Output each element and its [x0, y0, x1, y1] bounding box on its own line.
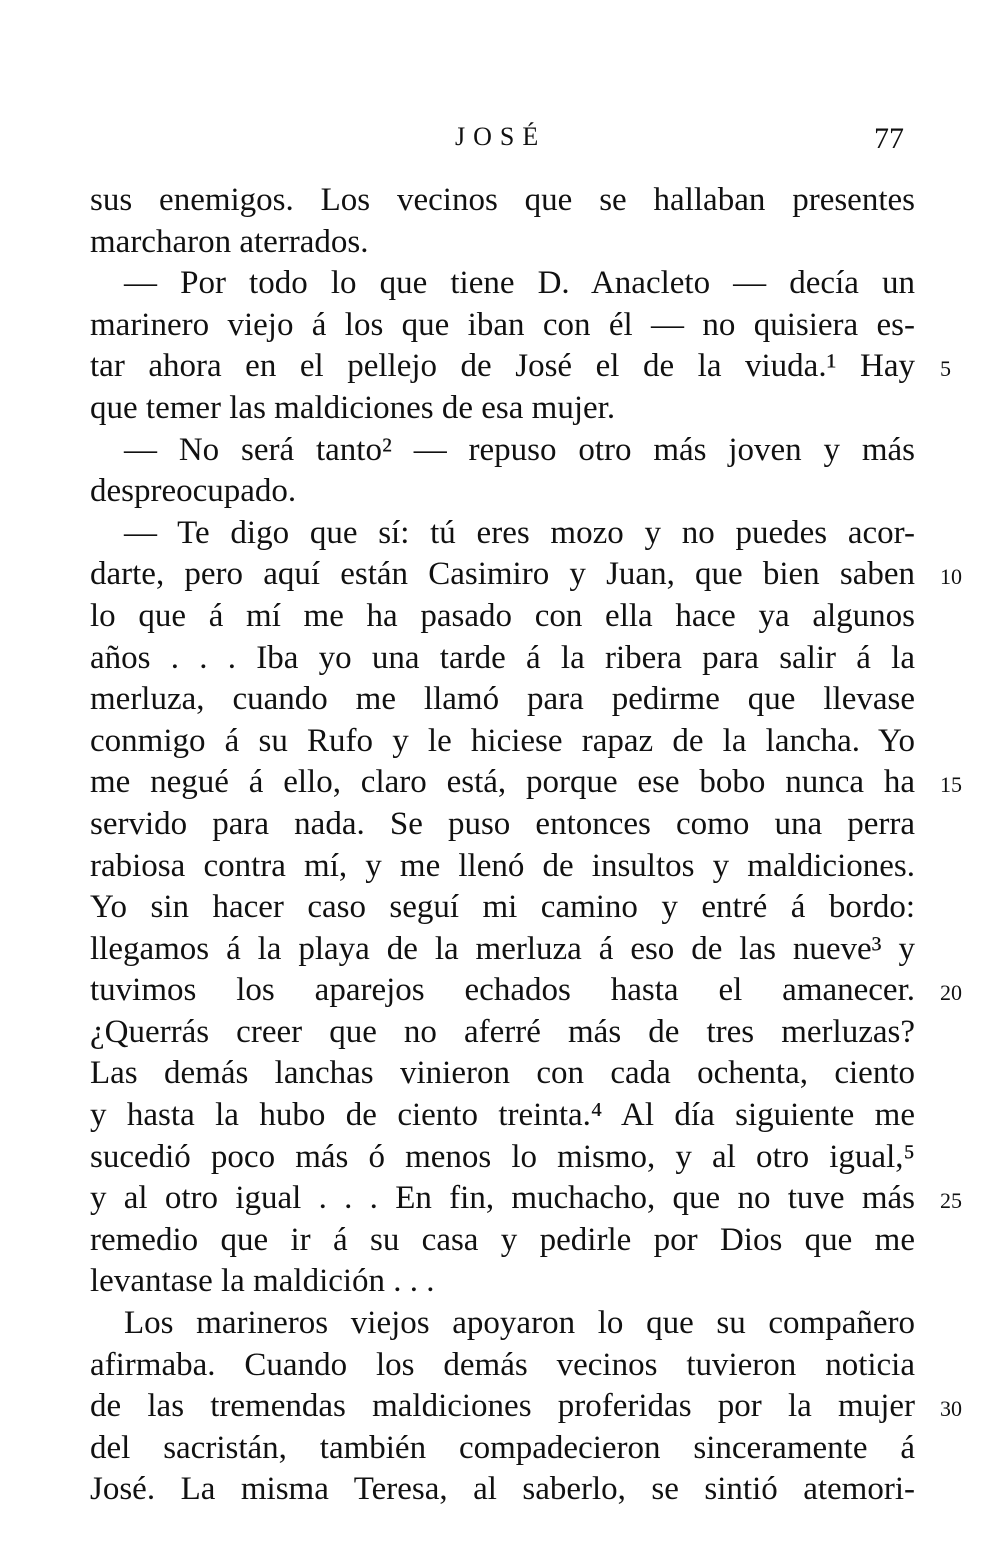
- line-text: levantase la maldición . . .: [90, 1263, 435, 1300]
- text-line: [90, 471, 915, 513]
- text-line: [90, 1303, 915, 1345]
- line-text: merluza, cuando me llamó para pedirme que llevase: [90, 681, 915, 718]
- text-line: [90, 1053, 915, 1095]
- line-text: despreocupado.: [90, 473, 297, 510]
- text-line: [90, 679, 915, 721]
- text-line: [90, 1261, 915, 1303]
- line-text: llegamos á la playa de la merluza á eso de las nueve³ y: [90, 930, 915, 967]
- text-line: [90, 1137, 915, 1179]
- text-line: [90, 762, 962, 804]
- line-number: 30: [940, 1396, 962, 1422]
- line-text: del sacristán, también compadecieron sinceramente á: [90, 1429, 915, 1466]
- line-number: 15: [940, 772, 962, 798]
- line-text: Los marineros viejos apoyaron lo que su compañero: [124, 1305, 915, 1342]
- line-text: sucedió poco más ó menos lo mismo, y al otro igual,⁵: [90, 1138, 915, 1175]
- line-text: — Por todo lo que tiene D. Anacleto — decía un: [124, 265, 915, 302]
- text-line: [90, 430, 915, 472]
- line-text: remedio que ir á su casa y pedirle por Dios que me: [90, 1221, 915, 1258]
- text-line: [90, 263, 915, 305]
- line-text: conmigo á su Rufo y le hiciese rapaz de la lancha. Yo: [90, 722, 915, 759]
- line-text: — Te digo que sí: tú eres mozo y no puedes acor-: [124, 514, 915, 551]
- text-line: [90, 596, 915, 638]
- line-text: afirmaba. Cuando los demás vecinos tuvieron noticia: [90, 1346, 915, 1383]
- running-title: JOSÉ: [455, 122, 547, 151]
- line-number: 10: [940, 564, 962, 590]
- line-text: marcharon aterrados.: [90, 223, 369, 260]
- page-number: 77: [874, 122, 904, 155]
- page-header: [0, 118, 1000, 158]
- line-text: y hasta la hubo de ciento treinta.⁴ Al día siguiente me: [90, 1097, 915, 1134]
- line-text: Las demás lanchas vinieron con cada ochenta, ciento: [90, 1055, 915, 1092]
- line-number: 20: [940, 980, 962, 1006]
- text-line: [90, 721, 915, 763]
- text-line: [90, 346, 951, 388]
- line-text: me negué á ello, claro está, porque ese bobo nunca ha: [90, 764, 915, 801]
- text-line: [90, 222, 915, 264]
- text-line: [90, 1469, 915, 1511]
- text-line: [90, 1220, 915, 1262]
- text-line: [90, 305, 915, 347]
- line-text: ¿Querrás creer que no aferré más de tres merluzas?: [90, 1013, 915, 1050]
- line-text: de las tremendas maldiciones proferidas por la mujer: [90, 1388, 915, 1425]
- text-line: [90, 1345, 915, 1387]
- text-line: [90, 1095, 915, 1137]
- text-line: [90, 804, 915, 846]
- text-line: [90, 554, 962, 596]
- body-text: [90, 180, 962, 1511]
- text-line: [90, 929, 915, 971]
- line-text: rabiosa contra mí, y me llenó de insultos y maldiciones.: [90, 847, 915, 884]
- line-text: años . . . Iba yo una tarde á la ribera para salir á la: [90, 639, 915, 676]
- text-line: [90, 970, 962, 1012]
- line-text: marinero viejo á los que iban con él — no quisiera es-: [90, 306, 915, 343]
- line-text: y al otro igual . . . En fin, muchacho, que no tuve más: [90, 1180, 915, 1217]
- line-number: 5: [940, 356, 951, 382]
- line-text: que temer las maldiciones de esa mujer.: [90, 389, 616, 426]
- line-text: darte, pero aquí están Casimiro y Juan, que bien saben: [90, 556, 915, 593]
- text-line: [90, 846, 915, 888]
- text-line: [90, 1428, 915, 1470]
- line-text: tar ahora en el pellejo de José el de la viuda.¹ Hay: [90, 348, 915, 385]
- line-text: José. La misma Teresa, al saberlo, se sintió atemori-: [90, 1471, 915, 1508]
- text-line: [90, 180, 915, 222]
- text-line: [90, 638, 915, 680]
- text-line: [90, 1178, 962, 1220]
- text-line: [90, 388, 915, 430]
- text-line: [90, 1386, 962, 1428]
- text-line: [90, 513, 915, 555]
- text-line: [90, 887, 915, 929]
- line-text: tuvimos los aparejos echados hasta el amanecer.: [90, 972, 915, 1009]
- line-number: 25: [940, 1188, 962, 1214]
- line-text: — No será tanto² — repuso otro más joven y más: [124, 431, 915, 468]
- text-line: [90, 1012, 915, 1054]
- line-text: Yo sin hacer caso seguí mi camino y entré á bordo:: [90, 889, 915, 926]
- line-text: sus enemigos. Los vecinos que se hallaban presentes: [90, 182, 915, 218]
- line-text: servido para nada. Se puso entonces como una perra: [90, 805, 915, 842]
- line-text: lo que á mí me ha pasado con ella hace ya algunos: [90, 597, 915, 634]
